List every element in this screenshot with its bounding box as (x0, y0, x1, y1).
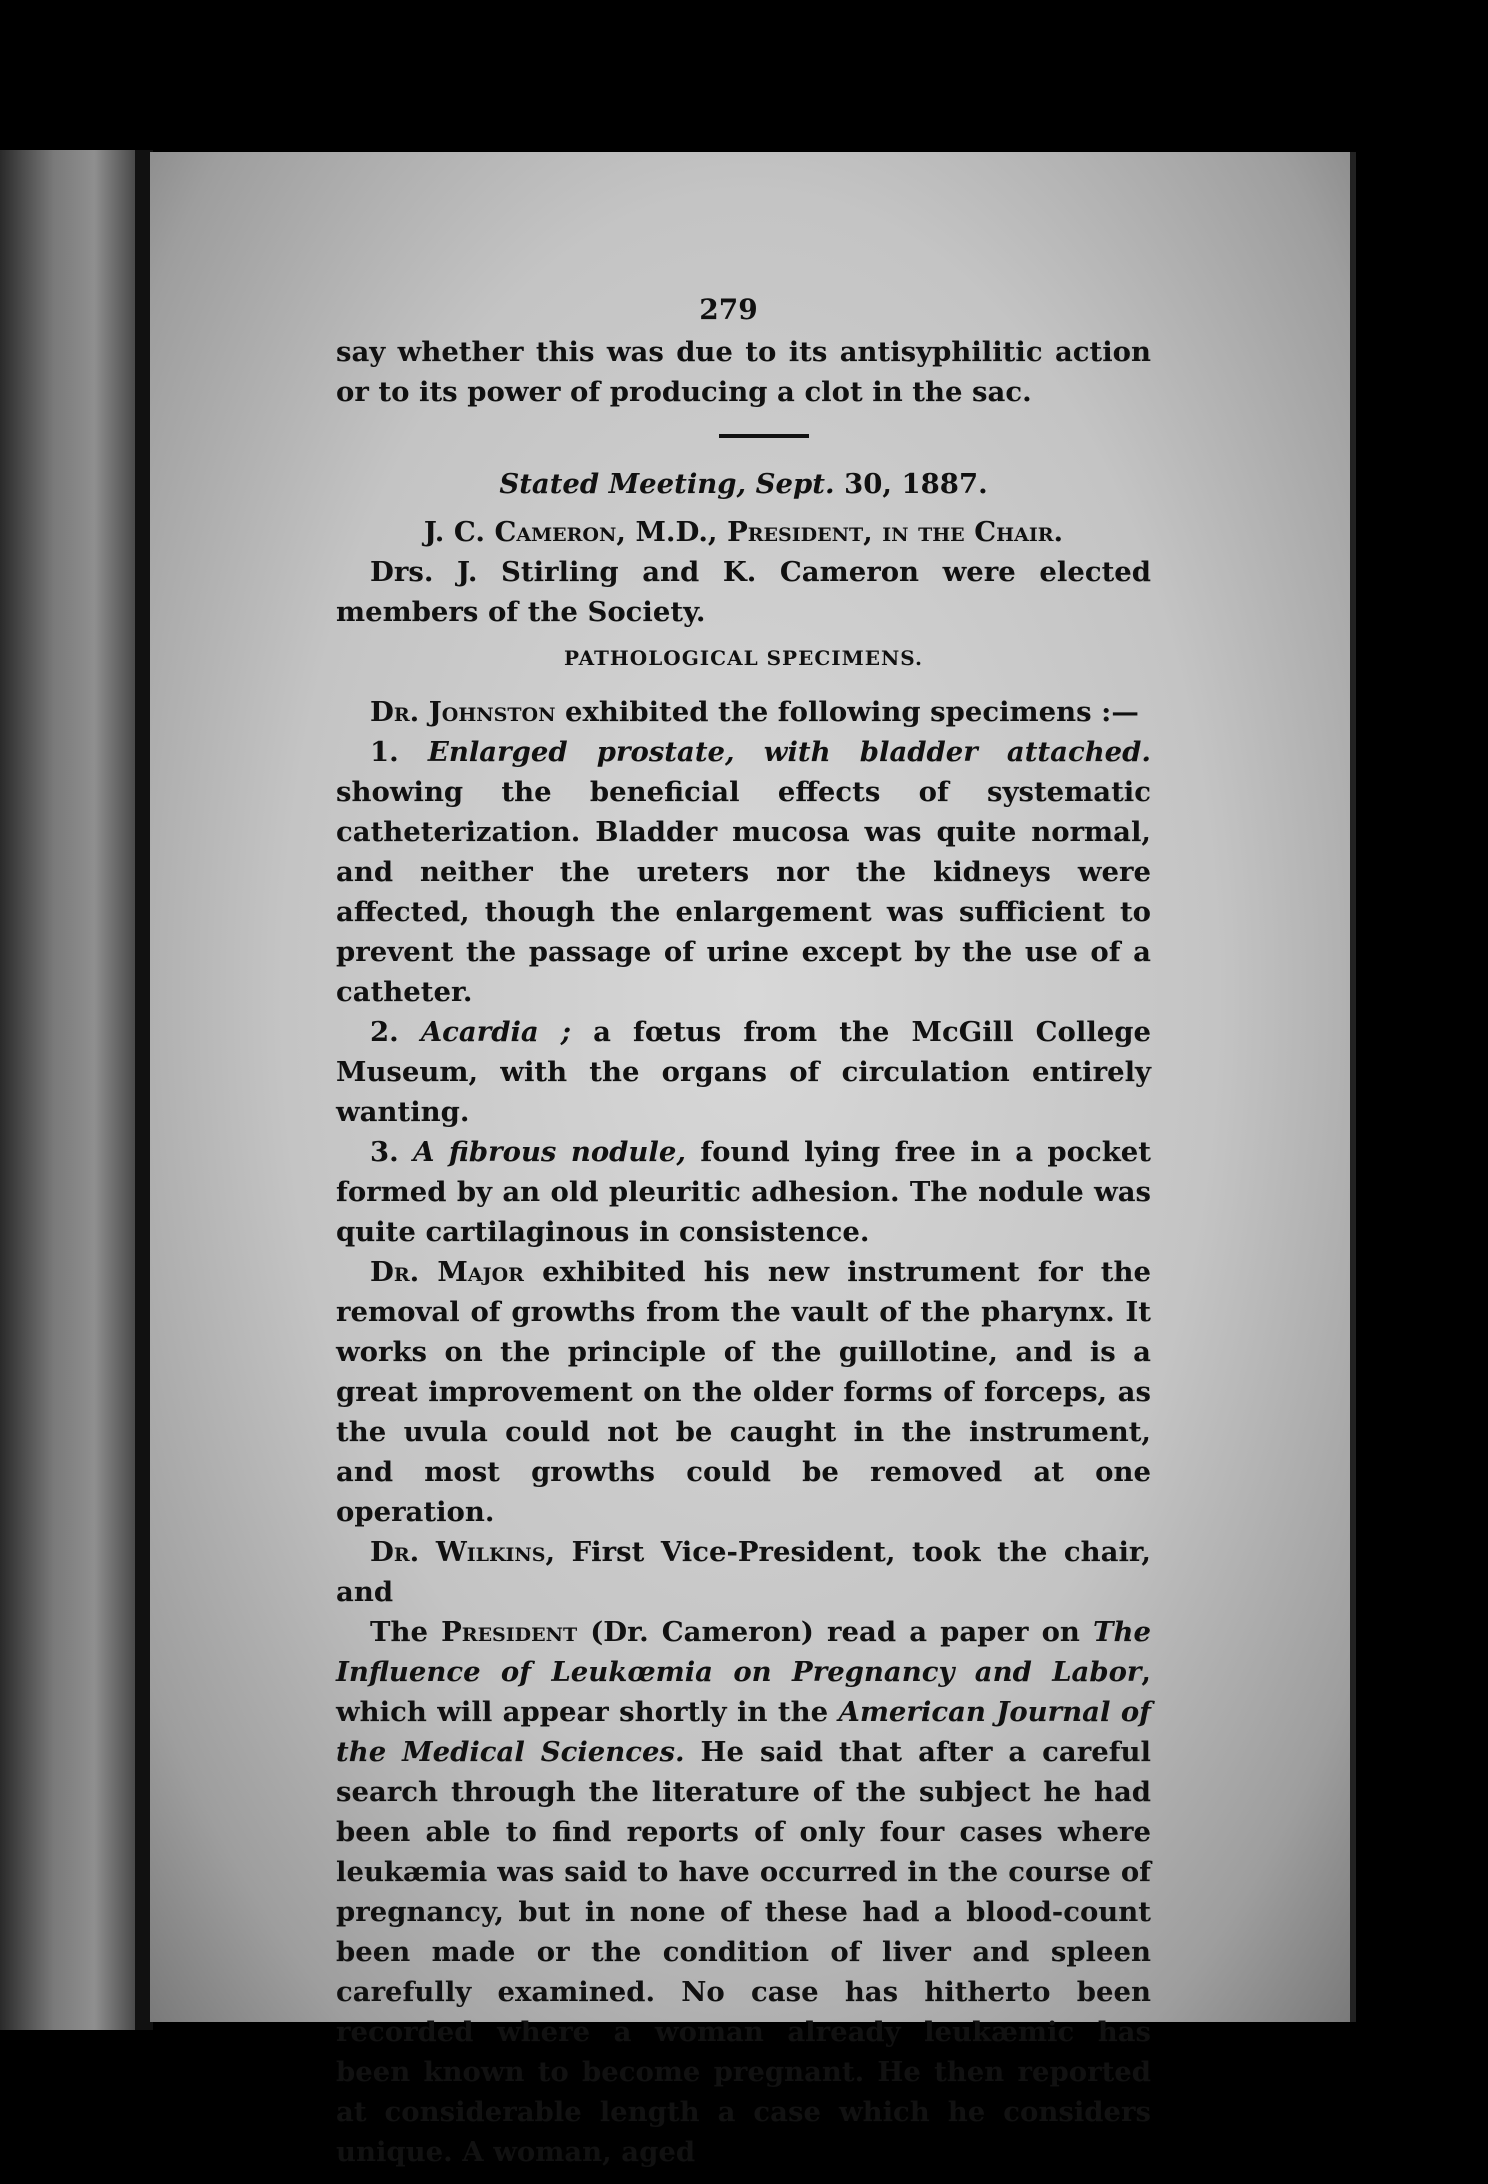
specimen-text: found lying free in a pocket formed by an old pleuritic adhesion. The nodule was quite cartilaginous in consistence. (336, 1136, 1151, 1248)
specimen-number: 3. (370, 1136, 399, 1168)
specimen-number: 2. (370, 1016, 399, 1048)
specimen-3 (336, 1132, 1151, 1252)
specimen-title: A fibrous nodule, (413, 1136, 686, 1168)
paper-title: The Influence of Leukœmia on Pregnancy and Labor (336, 1616, 1152, 1688)
president-the: The (370, 1616, 442, 1648)
major-text: exhibited his new instrument for the removal of growths from the vault of the pharynx. It works on the principle of the guillotine, and is a great improvement on the older forms of forceps, as the uvula could not be caught in the instrument, and most growths could be removed at one operation. (336, 1256, 1151, 1528)
president-text-1: (Dr. Cameron) read a paper on (577, 1616, 1094, 1648)
meeting-heading (336, 464, 1151, 504)
johnston-name: Dr. Johnston (370, 696, 556, 728)
president-text-3: He said that after a careful search through the literature of the subject he had been able to find reports of only four cases where leukæmia was said to have occurred in the course of pregnancy, but in none of these had a blood-count been made or the condition of liver and spleen carefully examined. No case has hitherto been recorded where a woman already leukæmic has been known to become pregnant. He then reported at considerable length a case which he considers unique. A woman, aged (336, 1736, 1151, 2168)
specimen-text: showing the beneficial effects of systematic catheterization. Bladder mucosa was quite normal, and neither the ureters nor the kidneys were affected, though the enlargement was sufficient to prevent the passage of urine except by the use of a catheter. (336, 776, 1151, 1008)
elections-paragraph: Drs. J. Stirling and K. Cameron were elected members of the Society. (336, 556, 1151, 628)
wilkins-name: Dr. Wilkins (370, 1536, 546, 1568)
section-rule (719, 434, 809, 438)
meeting-title: Stated Meeting, Sept. (499, 468, 835, 500)
specimen-1 (336, 732, 1151, 1012)
specimen-number: 1. (370, 736, 399, 768)
wilkins-text: , First Vice-President, took the chair, and (336, 1536, 1151, 1608)
specimen-text: a fœtus from the McGill College Museum, with the organs of circulation entirely wanting. (336, 1016, 1151, 1128)
page-text (336, 290, 1151, 2172)
johnston-paragraph (336, 692, 1151, 732)
wilkins-paragraph (336, 1532, 1151, 1612)
opening-paragraph: say whether this was due to its antisyphilitic action or to its power of producing a clot in the sac. (336, 336, 1151, 408)
major-paragraph (336, 1252, 1151, 1532)
president-paragraph (336, 1612, 1151, 2172)
specimen-title: Acardia ; (420, 1016, 571, 1048)
president-text-2: , which will appear shortly in the (336, 1656, 1151, 1728)
johnston-intro: exhibited the following specimens :— (555, 696, 1139, 728)
specimen-title: Enlarged prostate, with bladder attached. (427, 736, 1151, 768)
president-name: President (441, 1616, 578, 1648)
major-name: Dr. Major (370, 1256, 524, 1288)
meeting-date: 30, 1887. (844, 468, 988, 500)
page-number: 279 (699, 293, 758, 326)
section-heading: PATHOLOGICAL SPECIMENS. (564, 646, 923, 670)
specimen-2 (336, 1012, 1151, 1132)
facing-page-edge (0, 150, 135, 2030)
chair-line: J. C. Cameron, M.D., President, in the Chair. (423, 516, 1064, 548)
journal-title: American Journal of the Medical Sciences. (336, 1696, 1151, 1768)
